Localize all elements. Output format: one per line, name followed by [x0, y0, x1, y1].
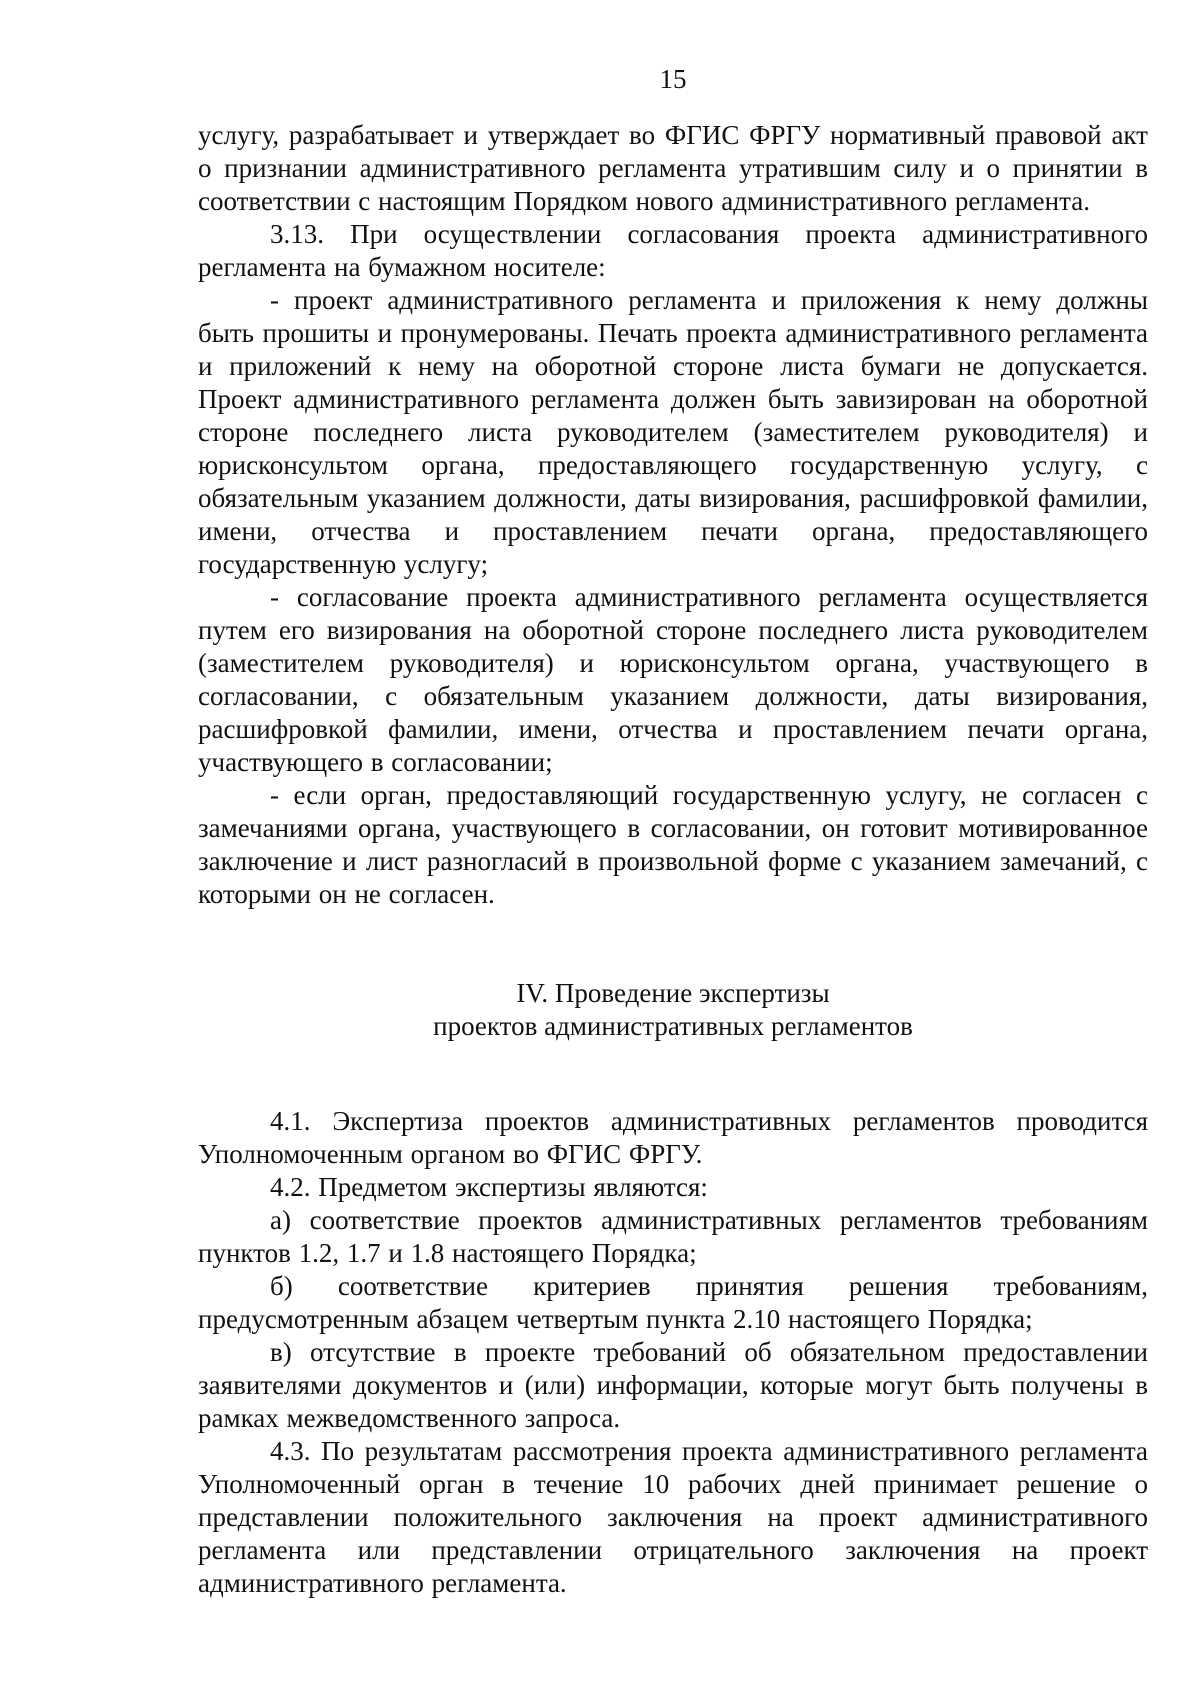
- paragraph-4-2-a: а) соответствие проектов административных регламентов требованиям пунктов 1.2, 1.7 и 1.8 настоящего Порядка;: [198, 1205, 1148, 1268]
- paragraph-4-2-b: б) соответствие критериев принятия решения требованиям, предусмотренным абзацем четвертым пункта 2.10 настоящего Порядка;: [198, 1271, 1148, 1334]
- paragraph-continuation: услугу, разрабатывает и утверждает во ФГИС ФРГУ нормативный правовой акт о признании административного регламента утратившим силу и о принятии в соответствии с настоящим Порядком нового административного регламента.: [198, 120, 1148, 216]
- page-number: 15: [659, 64, 687, 94]
- paragraph-4-2: 4.2. Предметом экспертизы являются:: [270, 1172, 708, 1202]
- paragraph-4-1: 4.1. Экспертиза проектов административных регламентов проводится Уполномоченным органом во ФГИС ФРГУ.: [198, 1106, 1148, 1169]
- paragraph-approval-procedure: - согласование проекта административного регламента осуществляется путем его визирования на оборотной стороне последнего листа руководителем (заместителем руководителя) и юрисконсультом органа, участвующего в согласовании, с обязательным указанием должности, даты визирования, расшифровкой фамилии, имени, отчества и проставлением печати органа, участвующего в согласовании;: [198, 582, 1148, 777]
- paragraph-disagreement: - если орган, предоставляющий государственную услугу, не согласен с замечаниями органа, участвующего в согласовании, он готовит мотивированное заключение и лист разногласий в произвольной форме с указанием замечаний, с которыми он не согласен.: [198, 780, 1148, 909]
- paragraph-3-13: 3.13. При осуществлении согласования проекта административного регламента на бумажном носителе:: [198, 219, 1148, 282]
- paragraph-binding-requirements: - проект административного регламента и приложения к нему должны быть прошиты и пронумерованы. Печать проекта административного регламента и приложений к нему на оборотной стороне листа бумаги не допускается. Проект административного регламента должен быть завизирован на оборотной стороне последнего листа руководителем (заместителем руководителя) и юрисконсультом органа, предоставляющего государственную услугу, с обязательным указанием должности, даты визирования, расшифровкой фамилии, имени, отчества и проставлением печати органа, предоставляющего государственную услугу;: [198, 285, 1148, 579]
- section-heading-line1: IV. Проведение экспертизы: [516, 978, 830, 1008]
- section-heading-line2: проектов административных регламентов: [433, 1011, 913, 1041]
- paragraph-4-2-v: в) отсутствие в проекте требований об обязательном предоставлении заявителями документов и (или) информации, которые могут быть получены в рамках межведомственного запроса.: [198, 1337, 1148, 1433]
- paragraph-4-3: 4.3. По результатам рассмотрения проекта административного регламента Уполномоченный орган в течение 10 рабочих дней принимает решение о представлении положительного заключения на проект административного регламента или представлении отрицательного заключения на проект административного регламента.: [198, 1436, 1148, 1598]
- section-heading: [198, 977, 1148, 1043]
